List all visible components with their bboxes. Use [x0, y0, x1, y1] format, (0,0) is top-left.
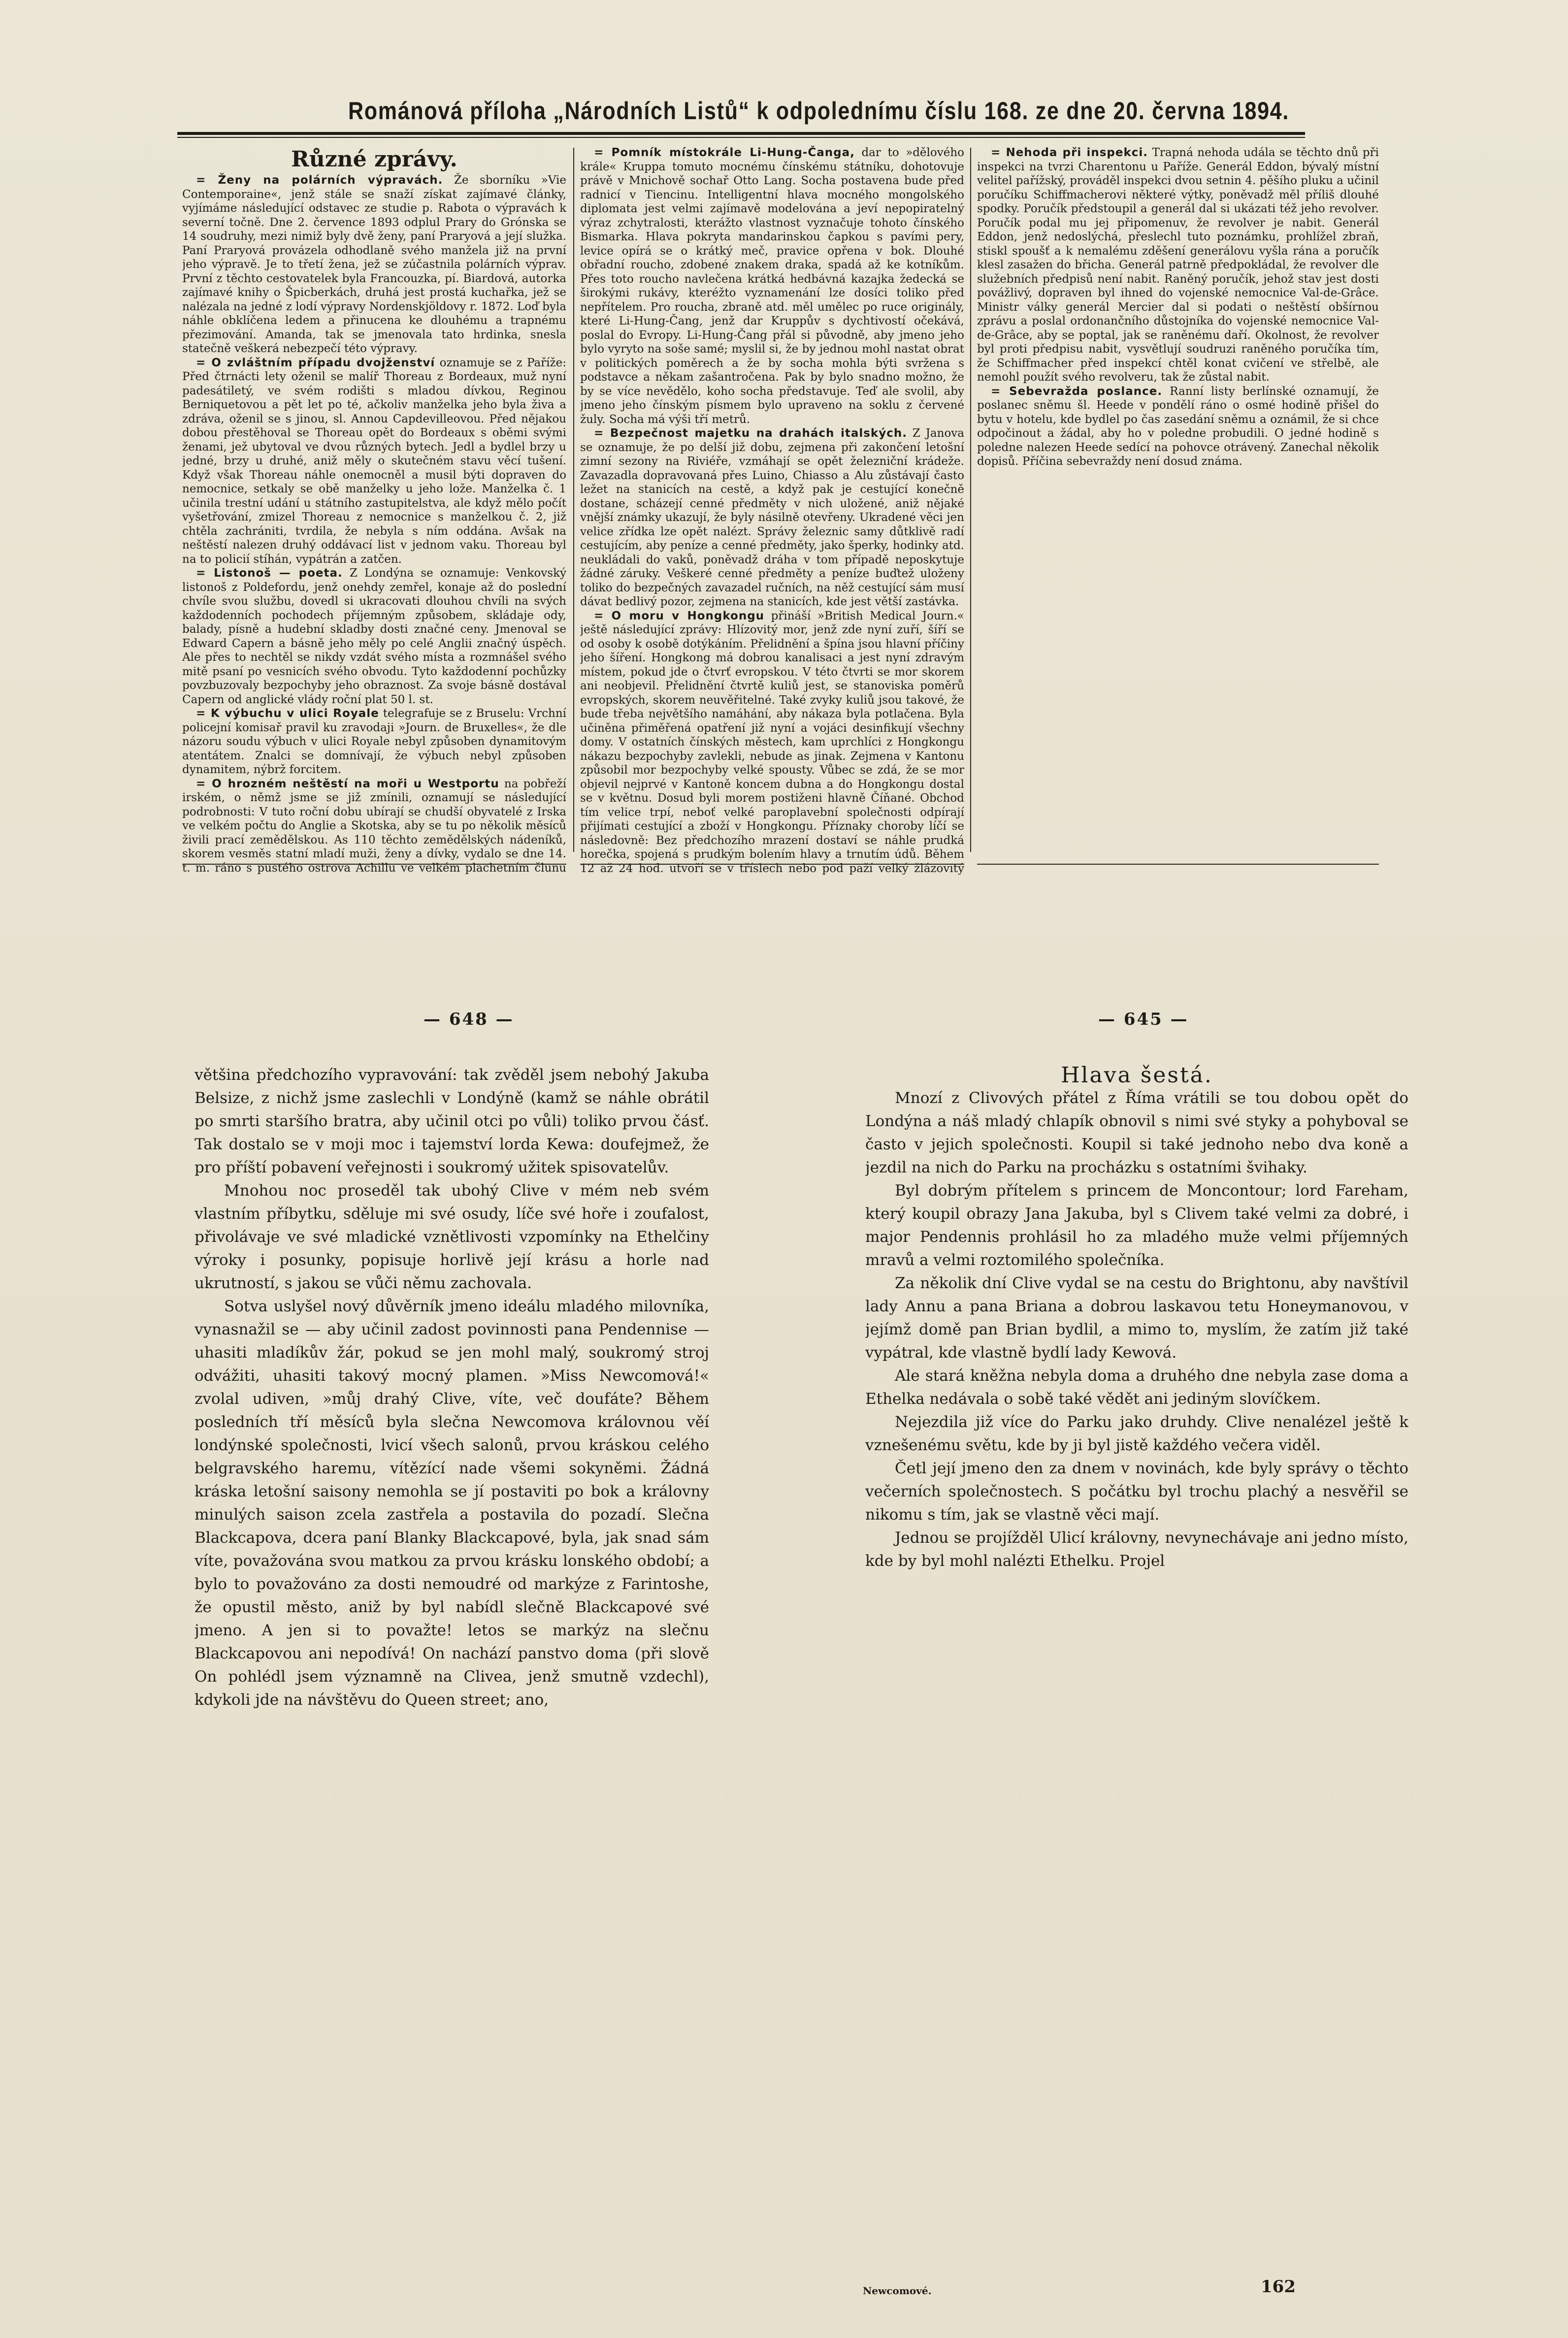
article-text: přináší »British Medical Journ.« ještě následující zprávy: Hlízovitý mor, jenž zde nyní zuří, šíří se od osoby k osobě dotýkáním. Přelidnění a špína jsou hlavní příčiny jeho šíření. Hongkong má dobrou kanalisaci a jest nyní zdravým místem, pokud jde o čtvrť evropskou. V této čtvrti se mor skorem ani neobjevil. Přelidnění čtvrtě kuliů jest, se stanoviska poměrů evropských, skorem neuvěřitelné. Také zvyky kuliů jsou takové, že bude třeba největšího namáhání, aby nákaza byla potlačena. Byla učiněna přiměřená opatření již nyní a vojáci desinfikují všechny domy. V ostatních čínských městech, kam uprchlíci z Hongkongu nákazu bezpochyby zavlekli, nebude as jinak. Zejmena v Kantonu způsobil mor bezpochyby velké spousty. Vůbec se zdá, že se mor objevil nejprvé v Kantoně koncem dubna a do Hongkongu dostal se v květnu. Dosud byli morem postiženi hlavně Číňané. Obchod tím velice trpí, neboť velké paroplavební společnosti odpírají přijímati cestující a zboží v Hongkongu. Příznaky choroby líčí se následovně: Bez předchozího mrazení dostaví se náhle prudká horečka, spojená s prudkým bolením hlavy a trnutím údů. Během 12 až 24 hod. utvoří se v tříslech nebo pod paží velký žlázovitý	[580, 609, 964, 875]
article-title: = Bezpečnost majetku na drahách italských.	[594, 427, 907, 440]
article-title: = Listonoš — poeta.	[196, 567, 343, 580]
masthead-title: Románová příloha „Národních Listů“ k odpolednímu číslu 168. ze dne 20. června 1894.	[348, 97, 1290, 125]
article	[580, 426, 964, 609]
masthead-rule-thin	[177, 137, 1305, 138]
article-title: = O hrozném neštěstí na moři u Westportu	[196, 777, 499, 790]
article-title: = Ženy na polárních výpravách.	[196, 174, 443, 187]
article-text: oznamuje se z Paříže: Před čtrnácti lety oženil se malíř Thoreau z Bordeaux, muž nyní padesátiletý, ve svém rodišti s mladou dívkou, Reginou Berniquetovou a pět let po té, ačkoliv manželka jeho byla živa a zdráva, oženil se s jinou, sl. Annou Capdevilleovou. Před nějakou dobou přestěhoval se Thoreau opět do Bordeaux s oběmi svými ženami, jež ubytoval ve dvou různých bytech. Jedl a bydlel brzy u jedné, brzy u druhé, aniž měly o skutečném stavu věcí tušení. Když však Thoreau náhle onemocněl a musil býti dopraven do nemocnice, setkaly se obě manželky u jeho lože. Manželka č. 1 učinila trestní udání u státního zastupitelstva, ale když mělo počít vyšetřování, zmizel Thoreau z nemocnice s manželkou č. 2, již chtěla zachrániti, tvrdila, že nebyla s ním oddána. Avšak na neštěstí nalezen druhý oddávací list v jednom vaku. Thoreau byl na to policií stíhán, vypátrán a zatčen.	[182, 356, 566, 566]
article	[580, 609, 964, 875]
article-text: Ranní listy berlínské oznamují, že poslanec sněmu šl. Heede v pondělí ráno o osmé hodině přišel do bytu v hotelu, kde bydlel po čas zasedání sněmu a oznámil, že si chce odpočinout a žádal, aby ho v poledne probudili. O jedné hodině s poledne nalezen Heede sedící na pohovce otrávený. Zanechal několik dopisů. Příčina sebevraždy není dosud známa.	[977, 385, 1379, 468]
article	[182, 707, 566, 777]
article-title: = Pomník místokrále Li-Hung-Čanga,	[594, 146, 855, 159]
article-text: Trapná nehoda udála se těchto dnů při inspekci na tvrzi Charentonu u Paříže. Generál Eddon, bývalý místní velitel pařížský, prováděl inspekci dvou setnin 4. pěšího pluku a učinil poručíku Schiffmacherovi některé výtky, poněvadž měl příliš dlouhé spodky. Poručík předstoupil a generál dal si ukázati též jeho revolver. Poručík podal mu jej připomenuv, že revolver je nabit. Generál Eddon, jenž nedoslýchá, přeslechl tuto poznámku, prohlížel zbraň, stiskl spoušť a k nemalému zděšení generálovu vyšla rána a poručík klesl zasažen do břicha. Generál patrně předpokládal, že revolver dle služebních předpisů není nabit. Raněný poručík, jehož stav jest dosti povážlivý, dopraven byl ihned do vojenské nemocnice Val-de-Grâce. Ministr války generál Mercier dal si podati o neštěstí obšírnou zprávu a poslal ordonančního důstojníka do vojenské nemocnice Val-de-Grâce, aby se poptal, jak se raněnému daří. Okolnost, že revolver byl proti předpisu nabit, vysvětlují soudruzi raněného poručíka tím, že Schiffmacher před inspekcí chtěl konat cvičení ve střelbě, ale nemohl použít svého revolveru, tak že zůstal nabit.	[977, 146, 1379, 384]
book-paragraph: Za několik dní Clive vydal se na cestu do Brightonu, aby navštívil lady Annu a pana Briana a dobrou laskavou tetu Honeymanovou, v jejímž domě pan Brian bydlil, a mimo to, myslím, že zatím již také vypátral, kde vlastně bydlí lady Kewová.	[865, 1274, 1408, 1362]
book-paragraph: Četl její jmeno den za dnem v novinách, kde byly správy o těchto večerních společnostech. S počátku byl trochu plachý a nesvěřil se nikomu s tím, jak se vlastně věci mají.	[865, 1460, 1408, 1524]
article-text: na pobřeží irském, o němž jsme se již zmínili, oznamují se následující podrobnosti: V tuto roční dobu ubírají se chudší obyvatelé z Irska ve velkém počtu do Anglie a Skotska, aby se tu po několik měsíců živili prací zemědělskou. As 110 těchto zemědělských nádeníků, skorem vesměs statní mladí muži, ženy a dívky, vydalo se dne 14. t. m. ráno s pustého ostrova Achillu ve velkém plachetním člunu	[182, 777, 566, 875]
column-end-rule	[182, 864, 566, 865]
article-text: telegrafuje se z Bruselu: Vrchní policejní komisař pravil ku zravodaji »Journ. de Bruxelles«, že dle názoru soudu výbuch v ulici Royale nebyl způsoben dynamitovým atentátem. Znalci se domnívají, že výbuch nebyl způsoben dynamitem, nýbrž forcitem.	[182, 707, 566, 776]
book-paragraph: Mnohou noc proseděl tak ubohý Clive v mém neb svém vlastním příbytku, sděluje mi své osudy, líče své hoře i zoufalost, přivolávaje ve své mladické vznětlivosti vzpomínky na Ethelčiny výroky i posunky, popisuje horlivě její krásu a horle nad ukrutností, s jakou se vůči němu zachovala.	[195, 1182, 709, 1292]
book-paragraph: Byl dobrým přítelem s princem de Moncontour; lord Fareham, který koupil obrazy Jana Jakuba, byl s Clivem také velmi za dobré, i major Pendennis prohlásil ho za mladého muže velmi příjemných mravů a velmi roztomilého společníka.	[865, 1182, 1408, 1269]
column-end-rule	[580, 864, 964, 865]
column-end-rule	[977, 864, 1379, 865]
page-number-right: — 645 —	[1098, 1009, 1189, 1029]
article	[182, 777, 566, 875]
book-paragraph: Jednou se projížděl Ulicí královny, nevynechávaje ani jedno místo, kde by byl mohl nalézti Ethelku. Projel	[865, 1529, 1408, 1570]
article	[182, 566, 566, 707]
book-paragraph: většina předchozího vypravování: tak zvěděl jsem nebohý Jakuba Belsize, z nichž jsme zaslechli v Londýně (kamž se náhle obrátil po smrti staršího bratra, aby učinil otci po vůli) toliko prvou čásť. Tak dostalo se v moji moc i tajemství lorda Kewa: doufejmež, že pro příští pobavení veřejnosti i soukromý užitek spisovatelův.	[195, 1066, 709, 1176]
news-column-1	[182, 146, 566, 875]
chapter-title: Hlava šestá.	[1061, 1064, 1213, 1088]
footer-signature-number: 162	[1261, 2277, 1296, 2297]
section-title: Různé zprávy.	[291, 147, 457, 172]
book-paragraph: Nejezdila již více do Parku jako druhdy. Clive nenalézel ještě k vznešenému světu, kde by ji byl jistě každého večera viděl.	[865, 1413, 1408, 1454]
article-title: = Nehoda při inspekci.	[991, 146, 1148, 159]
news-column-2	[580, 146, 964, 875]
article-text: dar to »dělového krále« Kruppa tomuto mocnému čínskému státníku, dohotovuje právě v Mnichově sochař Otto Lang. Socha postavena bude před radnicí v Tiencinu. Intelligentní hlava mocného mongolského diplomata jest velmi zajímavě modelována a jeví nepopiratelný výraz zchytralosti, kterážto vlastnost vyznačuje tohoto čínského Bismarka. Hlava pokryta mandarinskou čapkou s pavími pery, levice opírá se o krátký meč, pravice opřena v bok. Dlouhé obřadní roucho, zdobené znakem draka, spadá až ke kotníkům. Přes toto roucho navlečena krátká hedbávná kazajka žedecká se širokými rukávy, kteréžto vyznamenání lze dosíci toliko před nepřítelem. Pro roucha, zbraně atd. měl umělec po ruce originály, které Li-Hung-Čang, jenž dar Kruppův s dychtivostí očekává, poslal do Evropy. Li-Hung-Čang přál si původně, aby jmeno jeho bylo vyryto na soše samé; myslil si, že by jednou mohl nastat obrat v politických poměrech a že by socha mohla býti svržena s podstavce a někam zašantročena. Pak by bylo snadno možno, že by se více nevědělo, koho socha představuje. Teď ale svolil, aby jmeno jeho čínským písmem bylo upraveno na soklu z červené žuly. Socha má výši tří metrů.	[580, 146, 964, 426]
column-divider	[573, 148, 574, 852]
book-paragraph: Sotva uslyšel nový důvěrník jmeno ideálu mladého milovníka, vynasnažil se — aby učinil zadost povinnosti pana Pendennise — uhasiti mladíkův žár, pokud se jen mohl malý, soukromý stroj odvážiti, uhasiti takový mocný plamen. »Miss Newcomová!« zvolal udiven, »můj drahý Clive, víte, več doufáte? Během posledních tří měsíců byla slečna Newcomova královnou věí londýnské společnosti, lvicí všech salonů, prvou kráskou celého belgravského haremu, vítězící nade všemi sokyněmi. Žádná kráska letošní saisony nemohla se jí postaviti po bok a královny minulých saison zcela zastřela a postavila do pozadí. Slečna Blackcapova, dcera paní Blanky Blackcapové, byla, jak snad sám víte, považována svou matkou za prvou krásku lonského období; a bylo to považováno za dosti nemoudré od markýze z Farintoshe, že opustil město, aniž by byl nabídl slečně Blackcapové své jmeno. A jen si to považte! letos se markýz na slečnu Blackcapovou ani nepodívá! On nachází panstvo doma (při slově On pohlédl jsem významně na Clivea, jenž smutně vzdechl), kdykoli jde na návštěvu do Queen street; ano,	[195, 1298, 709, 1709]
article-title: = O moru v Hongkongu	[594, 609, 765, 622]
page-number-left: — 648 —	[424, 1009, 514, 1029]
article-title: = Sebevražda poslance.	[991, 385, 1163, 398]
article-text: Z Janova se oznamuje, že po delší již dobu, zejmena při zakončení letošní zimní sezony na Riviéře, vzmáhají se opět železniční krádeže. Zavazadla dopravovaná přes Luino, Chiasso a Alu zůstávají často ležet na stanicích na cestě, a když pak je cestující konečně dostane, scházejí cenné předměty v nich uložené, aniž nějaké vnější známky ukazují, že byly násilně otevřeny. Ukradené věci jen velice zřídka lze opět nalézt. Správy železnic samy důtklivě radí cestujícím, aby peníze a cenné předměty, jako šperky, hodinky atd. neukládali do vaků, poněvadž dráha v tom případě neposkytuje žádné záruky. Veškeré cenné předměty a peníze buďtež uloženy toliko do bezpečných zavazadel ručních, na něž cestující sám musí dávat bedlivý pozor, zejmena na stanicích, kde jest větší zastávka.	[580, 427, 964, 608]
article-title: = O zvláštním případu dvojženství	[196, 356, 435, 369]
book-paragraph: Ale stará kněžna nebyla doma a druhého dne nebyla zase doma a Ethelka nedávala o sobě také vědět ani jediným slovíčkem.	[865, 1367, 1408, 1408]
book-page-left	[195, 1064, 709, 1989]
article	[182, 173, 566, 356]
masthead-rule	[177, 132, 1305, 135]
article	[977, 385, 1379, 469]
article-text: Že sborníku »Vie Contemporaine«, jenž stále se snaží získat zajímavé články, vyjímáme následující odstavec ze studie p. Rabota o výpravách k severní točně. Dne 2. července 1893 odplul Prary do Grónska se 14 soudruhy, mezi nimiž byly dvě ženy, paní Praryová a její služka. Paní Praryová provázela odhodlaně svého manžela již na první jeho výpravě. Je to třetí žena, jež se zúčastnila polárních výprav. První z těchto cestovatelek byla Francouzka, pí. Biardová, autorka zajímavé knihy o Špicberkách, druhá jest prostá kuchařka, jež se nalézala na jedné z lodí výpravy Nordenskjöldovy r. 1872. Loď byla náhle obklíčena ledem a přinucena ke dlouhému a trapnému přezimování. Amanda, tak se jmenovala tato hrdinka, snesla statečně veškerá nebezpečí této výpravy.	[182, 174, 566, 355]
book-page-right	[865, 1064, 1408, 2245]
article-text: Z Londýna se oznamuje: Venkovský listonoš z Poldefordu, jenž onehdy zemřel, konaje až do poslední chvíle svou službu, dovedl si ukracovati dlouhou chvíli na svých každodenních pochodech příjemným způsobem, skládaje ody, balady, písně a hudební skladby dosti značné ceny. Jmenoval se Edward Capern a básně jeho měly po celé Anglii značný úspěch. Ale přes to nechtěl se nikdy vzdát svého místa a rozmnášel svého mitě psaní po vesnicích svého obvodu. Tyto každodenní pochůzky povzbuzovaly bezpochyby jeho obraznost. Za svoje básně dostával Capern od anglické vlády roční plat 50 l. st.	[182, 567, 566, 706]
article	[580, 146, 964, 426]
article	[182, 356, 566, 567]
book-paragraph: Mnozí z Clivových přátel z Říma vrátili se tou dobou opět do Londýna a náš mladý chlapík obnovil s nimi své styky a pohyboval se často v jejich společnosti. Koupil si také jednoho nebo dva koně a jezdil na nich do Parku na procházku s ostatními švihaky.	[865, 1089, 1408, 1176]
column-divider	[970, 148, 971, 852]
news-column-3	[977, 146, 1379, 875]
article-title: = K výbuchu v ulici Royale	[196, 707, 379, 720]
article	[977, 146, 1379, 385]
footer-book-title: Newcomové.	[863, 2285, 932, 2297]
